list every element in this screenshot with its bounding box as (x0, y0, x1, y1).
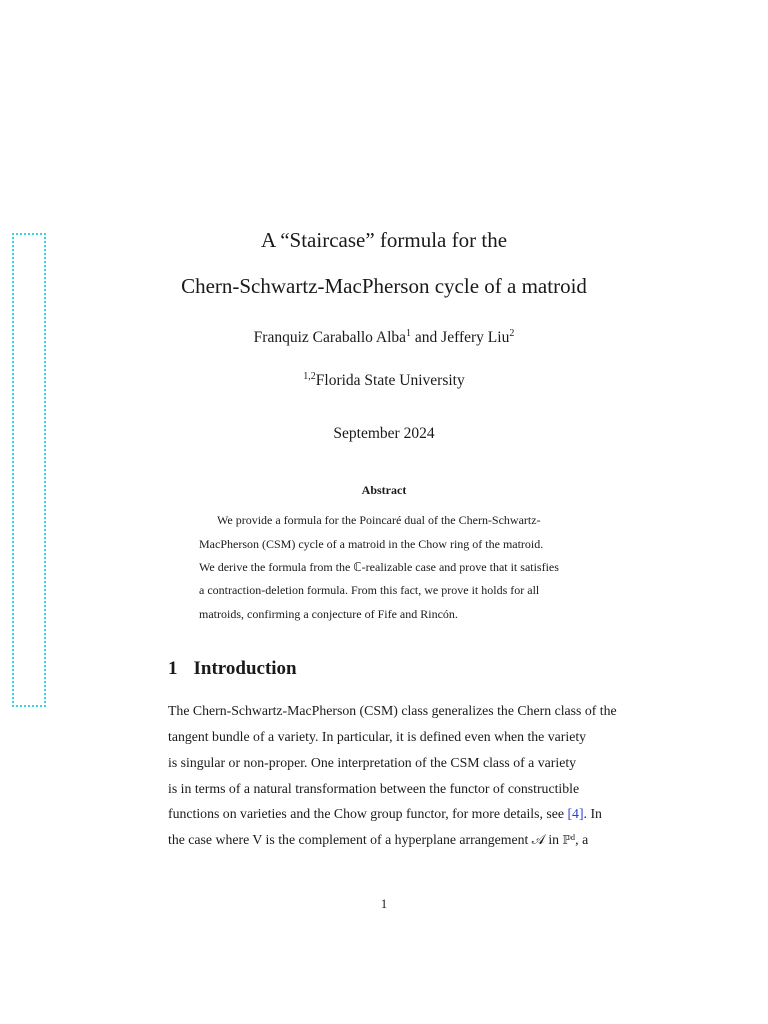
body-line: is in terms of a natural transformation between the functor of constructible (168, 781, 580, 796)
title-line-1: A “Staircase” formula for the (260, 228, 508, 252)
page-number: 1 (380, 897, 388, 911)
body-line: The Chern-Schwartz-MacPherson (CSM) class generalizes the Chern class of the (168, 703, 617, 718)
body-line (168, 806, 600, 822)
body-text: . In (583, 806, 602, 821)
author-2: Jeffery Liu (441, 329, 510, 346)
affiliation (0, 372, 768, 390)
abstract-line: MacPherson (CSM) cycle of a matroid in the Chow ring of the matroid. (199, 537, 544, 551)
abstract-line: a contraction-deletion formula. From this fact, we prove it holds for all (199, 583, 540, 597)
abstract-line: We derive the formula from the ℂ-realizable case and prove that it satisfies (199, 560, 559, 574)
body-line: the case where V is the complement of a hyperplane arrangement 𝒜 in ℙᵈ, a (168, 832, 589, 847)
date: September 2024 (333, 425, 435, 442)
margin-highlight-box (12, 233, 46, 707)
citation-link[interactable]: [4] (567, 806, 584, 821)
section-number: 1 (168, 658, 178, 679)
section-title: Introduction (193, 658, 297, 679)
abstract-line: We provide a formula for the Poincaré dual of the Chern-Schwartz- (217, 513, 541, 527)
body-line: tangent bundle of a variety. In particular, it is defined even when the variety (168, 729, 587, 744)
abstract-heading: Abstract (361, 483, 407, 497)
author-2-affiliation-mark: 2 (509, 328, 515, 339)
abstract-line: matroids, confirming a conjecture of Fife and Rincón. (199, 607, 458, 621)
affiliation-mark: 1,2 (303, 371, 316, 382)
title-line-2: Chern-Schwartz-MacPherson cycle of a matroid (181, 274, 587, 298)
author-conjunction: and (411, 329, 442, 346)
affiliation-name: Florida State University (315, 372, 465, 389)
authors (0, 329, 768, 347)
section-heading (168, 658, 297, 680)
author-1: Franquiz Caraballo Alba (253, 329, 407, 346)
body-line: is singular or non-proper. One interpretation of the CSM class of a variety (168, 755, 577, 770)
author-1-affiliation-mark: 1 (406, 328, 412, 339)
body-text: functions on varieties and the Chow group functor, for more details, see (168, 806, 568, 821)
